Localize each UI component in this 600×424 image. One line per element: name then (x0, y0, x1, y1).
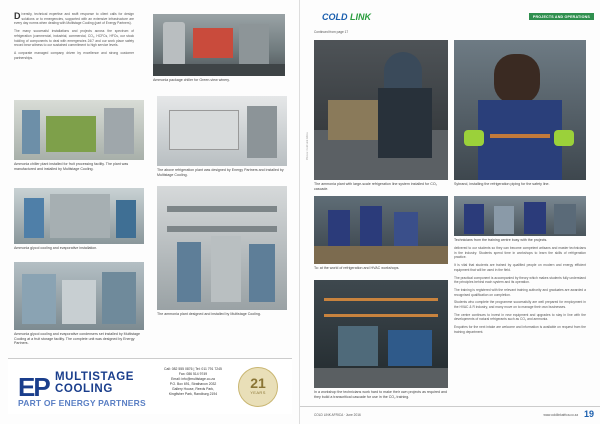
badge-number: 21 (250, 375, 266, 391)
photo-fruit-chiller (14, 100, 144, 160)
page-number: 19 (583, 409, 594, 419)
ad-company-name (55, 371, 134, 395)
logo-main: COLD (322, 12, 348, 22)
body-paragraph: The practical component is accompanied by theory which makes students fully understand the principles behind each system and its operation. (454, 275, 586, 285)
intro-text (14, 12, 134, 102)
body-paragraph: It is vital that students are trained by qualified people on modern and energy efficient equipment that will be used in the field. (454, 263, 586, 272)
ad-contact-line: Call: 082 555 0876 | Tel: 011 791 7245 (164, 367, 222, 371)
cold-link-logo (322, 12, 371, 22)
side-credit: Photos: Cold Link Africa (306, 132, 309, 160)
caption-photo-1: Ammonia package chiller for Green-view winery. (153, 78, 230, 82)
caption-right-5: In a workshop the technicians work hard to make their own projects as required and they build a transcritical cascade for use in the CO₂ training. (314, 390, 448, 399)
page-footer (300, 406, 600, 424)
body-paragraph: Enquiries for the next intake are welcome and information is available on request from the training department. (454, 325, 586, 334)
caption-right-2: Sybrand, installing the refrigeration piping for the safety line. (454, 182, 550, 186)
ad-subtitle: PART OF ENERGY PARTNERS (18, 398, 146, 408)
photo-ammonia-plant (157, 186, 287, 310)
caption-photo-6: Ammonia glycol cooling and evaporative condensers set installed by Multistage Cooling at a fruit storage facility. The complete unit was designed by Energy Partners. (14, 332, 141, 346)
multistage-cooling-ad[interactable] (8, 358, 292, 414)
logo-accent: LINK (350, 12, 372, 22)
caption-photo-3: The above refrigeration plant was designed by Energy Partners and installed by Multistage Cooling. (157, 168, 284, 177)
caption-right-1: The ammonia plant with large-scale refrigeration line system installed for CO₂ cascade. (314, 182, 438, 191)
body-paragraph: The centre continues to invest in new equipment and upgrades to stay in line with the developments of natural refrigerants such as CO₂ and ammonia. (454, 312, 586, 322)
drop-cap: D (14, 12, 21, 21)
photo-sybrand-piping (454, 40, 586, 180)
caption-right-3: To: at the world of refrigeration and HVAC workshops. (314, 266, 400, 270)
photo-ammonia-chiller (153, 14, 285, 76)
footer-url[interactable]: www.coldlinkafrica.co.za (543, 413, 578, 417)
photo-workshop (314, 196, 448, 264)
ep-logo: EP (18, 372, 49, 402)
continued-note: Continued from page 17 (314, 30, 349, 34)
badge-label: YEARS (250, 390, 266, 395)
body-paragraph: The training is registered with the relevant training authority and graduates are awarded a recognised qualification on completion. (454, 287, 586, 297)
21-years-badge (238, 367, 278, 407)
ad-contact-line: Email: info@multistage.co.za (171, 377, 215, 381)
right-page (300, 0, 600, 424)
section-tagline: PROJECTS AND OPERATIONS (529, 13, 594, 20)
photo-glycol-cooling (14, 188, 144, 244)
caption-photo-4: Ammonia glycol cooling and evaporative installation. (14, 246, 98, 250)
intro-paragraph-1: iversity, technical expertise and swift response to client calls for design solutions or to emergencies, supported with an extensive infrastructure are every day norms when dealing with Multistage Cooling (part of Energy Partners). (14, 12, 134, 26)
photo-technician-welding (314, 40, 448, 180)
ad-contact-line: Gallery House, Reeds Park, (171, 387, 215, 391)
ad-contact-line: Kingfisher Park, Randburg 2194 (168, 392, 218, 396)
ad-name-line-1: MULTISTAGE (55, 371, 135, 383)
footer-issue: COLD LINK AFRICA · June 2016 (314, 413, 361, 417)
ad-contact-block (158, 367, 228, 397)
photo-cascade-project (314, 280, 448, 388)
intro-paragraph-3: A corporate managed company driven by excellence and strong customer partnerships. (14, 50, 134, 60)
ad-contact-line: P.O. Box 691, Strathavon 2032 (169, 382, 217, 386)
photo-evaporative-condensers (14, 262, 144, 330)
body-paragraph: delivered to our students so they can become competent artisans and master technicians in the industry. Students spend time in workshops to learn the skills of refrigeration practice. (454, 246, 586, 260)
article-body (454, 246, 586, 402)
ad-contact-line: Fax: 086 514 9749 (178, 372, 208, 376)
photo-refrigeration-plant (157, 96, 287, 166)
photo-training-centre (454, 196, 586, 236)
ad-name-line-2: COOLING (55, 383, 113, 395)
body-paragraph: Students who complete the programme successfully are well prepared for employment in the HVAC & R industry, and many move on to manage their own businesses. (454, 300, 586, 310)
caption-right-4: Technicians from the training centre busy with the projects. (454, 238, 548, 242)
caption-photo-2: Ammonia chiller plant installed for fruit processing facility. The plant was manufactured and installed by Multistage Cooling. (14, 162, 129, 171)
caption-photo-7: The ammonia plant designed and installed by Multistage Cooling. (157, 312, 261, 316)
intro-paragraph-2: The many successful installations and projects across the spectrum of refrigeration (commercial, industrial, commercial, CO₂, HCFCs, HFCs, our stock holding of components to deal with emergencies 24/7 and our work place safety record bear witness to our sustained commitment to high service levels. (14, 29, 134, 48)
